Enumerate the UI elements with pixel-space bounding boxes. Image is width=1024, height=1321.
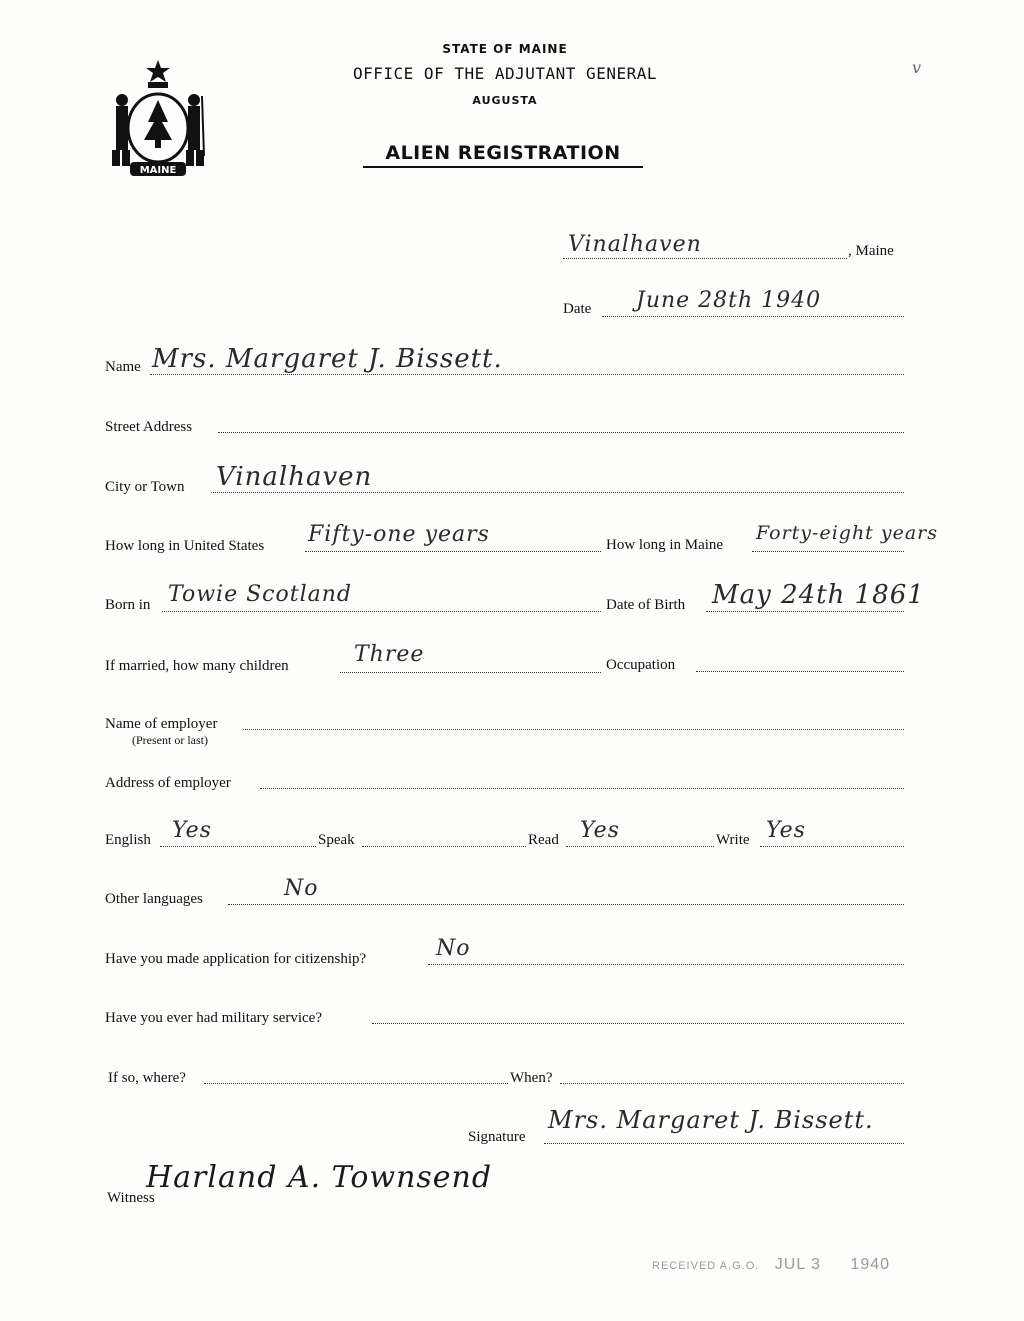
header-state: STATE OF MAINE <box>442 42 568 56</box>
received-stamp <box>652 1256 890 1274</box>
employer-address-label: Address of employer <box>105 775 231 791</box>
employer-address-line <box>260 788 904 789</box>
occupation-line <box>696 671 904 672</box>
when-line <box>560 1083 904 1084</box>
city-value[interactable]: Vinalhaven <box>216 462 373 492</box>
header-office: OFFICE OF THE ADJUTANT GENERAL <box>353 64 657 83</box>
signature-line <box>544 1143 904 1144</box>
employer-name-label: Name of employer <box>105 716 218 732</box>
other-languages-value[interactable]: No <box>284 876 319 901</box>
stamp-year: 1940 <box>850 1256 891 1273</box>
city-line <box>211 492 904 493</box>
how-long-maine-label: How long in Maine <box>606 537 724 553</box>
form-title: ALIEN REGISTRATION <box>385 142 621 164</box>
how-long-us-line <box>305 551 601 552</box>
employer-name-line <box>243 729 904 730</box>
corner-check-mark: v <box>912 58 922 77</box>
how-long-us-value[interactable]: Fifty-one years <box>308 522 490 547</box>
stamp-date: JUL 3 <box>774 1256 821 1273</box>
children-label: If married, how many children <box>105 658 289 674</box>
children-line <box>340 672 601 673</box>
name-line <box>150 374 904 375</box>
place-suffix: , Maine <box>848 243 894 259</box>
how-long-maine-value[interactable]: Forty-eight years <box>756 522 938 544</box>
write-line <box>760 846 904 847</box>
signature-value[interactable]: Mrs. Margaret J. Bissett. <box>548 1106 874 1134</box>
where-label: If so, where? <box>108 1070 186 1086</box>
born-in-label: Born in <box>105 597 151 613</box>
other-languages-label: Other languages <box>105 891 203 907</box>
street-label: Street Address <box>105 419 193 435</box>
military-line <box>372 1023 904 1024</box>
citizenship-value[interactable]: No <box>436 936 471 961</box>
street-line <box>218 432 904 433</box>
header-city: AUGUSTA <box>472 94 538 107</box>
witness-label: Witness <box>107 1190 155 1206</box>
title-underline <box>363 166 643 168</box>
signature-label: Signature <box>468 1129 526 1145</box>
dob-line <box>706 611 904 612</box>
seal-text: MAINE <box>139 165 177 176</box>
occupation-label: Occupation <box>606 657 676 673</box>
name-value[interactable]: Mrs. Margaret J. Bissett. <box>152 344 503 374</box>
when-label: When? <box>510 1070 553 1086</box>
write-value[interactable]: Yes <box>766 818 806 843</box>
other-languages-line <box>228 904 904 905</box>
speak-label: Speak <box>318 832 355 848</box>
date-value[interactable]: June 28th 1940 <box>636 288 822 313</box>
military-label: Have you ever had military service? <box>105 1010 322 1026</box>
witness-value[interactable]: Harland A. Townsend <box>146 1160 493 1195</box>
date-label: Date <box>563 301 592 317</box>
born-in-value[interactable]: Towie Scotland <box>168 582 352 607</box>
english-value[interactable]: Yes <box>172 818 212 843</box>
place-value[interactable]: Vinalhaven <box>568 232 702 257</box>
read-label: Read <box>528 832 559 848</box>
dob-label: Date of Birth <box>606 597 686 613</box>
how-long-us-label: How long in United States <box>105 538 265 554</box>
born-in-line <box>162 611 601 612</box>
speak-line <box>362 846 526 847</box>
english-label: English <box>105 832 151 848</box>
stamp-prefix: RECEIVED A.G.O. <box>652 1260 760 1272</box>
city-label: City or Town <box>105 479 185 495</box>
employer-name-sublabel: (Present or last) <box>132 733 208 747</box>
where-line <box>204 1083 508 1084</box>
read-line <box>566 846 714 847</box>
place-line <box>563 258 847 259</box>
state-seal-icon <box>104 56 212 180</box>
children-value[interactable]: Three <box>354 642 425 667</box>
dob-value[interactable]: May 24th 1861 <box>712 580 925 610</box>
how-long-maine-line <box>752 551 904 552</box>
citizenship-label: Have you made application for citizenship? <box>105 951 367 967</box>
name-label: Name <box>105 359 141 375</box>
read-value[interactable]: Yes <box>580 818 620 843</box>
citizenship-line <box>428 964 904 965</box>
write-label: Write <box>716 832 750 848</box>
english-line <box>160 846 316 847</box>
date-line <box>602 316 904 317</box>
